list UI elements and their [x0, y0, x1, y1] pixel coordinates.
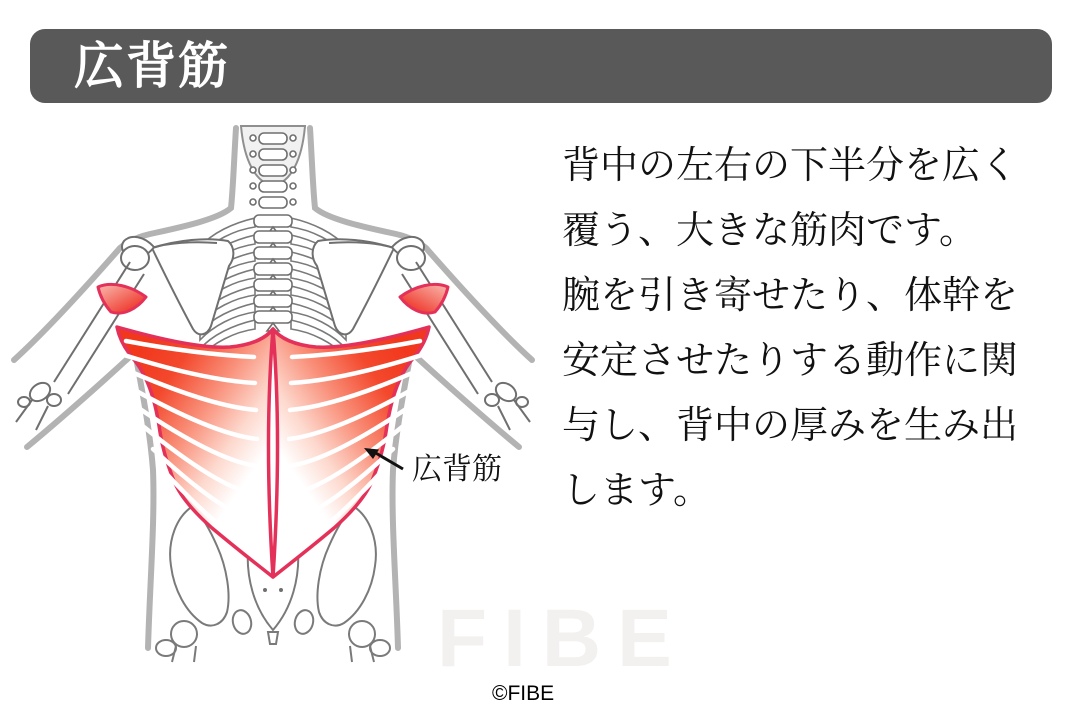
muscle-arm-attachment — [98, 284, 146, 313]
fibe-watermark: FIBE — [437, 593, 688, 684]
description-line: 覆う、大きな筋肉です。 — [562, 210, 977, 252]
copyright-text: ©FIBE — [492, 682, 555, 705]
description-line: 背中の左右の下半分を広く — [562, 145, 1019, 187]
description-line: します。 — [562, 470, 711, 512]
muscle-label: 広背筋 — [412, 453, 502, 486]
description-text — [562, 134, 1032, 524]
description-line: 安定させたりする動作に関 — [562, 340, 1019, 382]
header-bar — [30, 29, 1052, 103]
description-line: 与し、背中の厚みを生み出 — [562, 405, 1019, 447]
description-line: 腕を引き寄せたり、体幹を — [562, 275, 1019, 317]
page-title: 広背筋 — [74, 38, 230, 94]
